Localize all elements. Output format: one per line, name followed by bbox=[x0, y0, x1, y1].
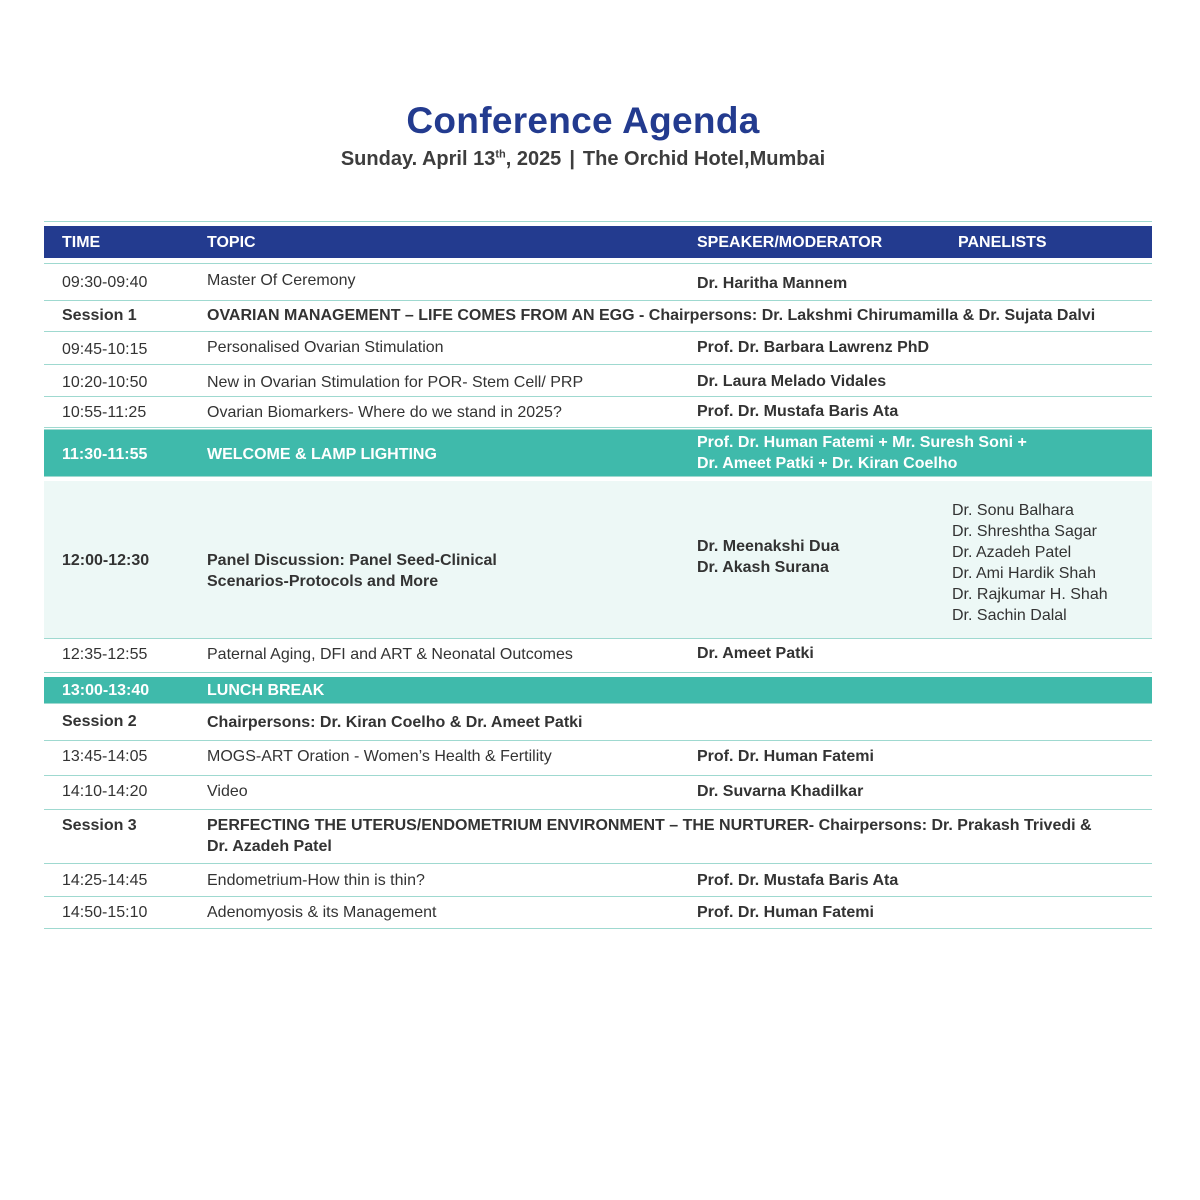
row-speaker: Dr. Laura Melado Vidales bbox=[697, 373, 887, 390]
session-label: Session 2 bbox=[62, 713, 137, 730]
row-time: 10:55-11:25 bbox=[62, 404, 147, 421]
row-time: 09:30-09:40 bbox=[62, 274, 148, 291]
session-row bbox=[44, 705, 1152, 741]
row-topic: Paternal Aging, DFI and ART & Neonatal Outcomes bbox=[207, 646, 573, 663]
event-venue: The Orchid Hotel,Mumbai bbox=[582, 148, 826, 170]
row-speaker: Prof. Dr. Mustafa Baris Ata bbox=[697, 403, 899, 420]
row-time: 14:10-14:20 bbox=[62, 783, 148, 800]
row-speaker: Prof. Dr. Human Fatemi bbox=[697, 904, 874, 921]
topic-line: PERFECTING THE UTERUS/ENDOMETRIUM ENVIRONMENT – THE NURTURER- Chairpersons: Dr. Prakash Trivedi & bbox=[207, 817, 1092, 834]
row-topic: LUNCH BREAK bbox=[207, 682, 325, 699]
speaker-line: Dr. Ameet Patki + Dr. Kiran Coelho bbox=[697, 455, 958, 472]
table-row bbox=[44, 864, 1152, 897]
row-topic bbox=[207, 550, 497, 592]
session-title: Chairpersons: Dr. Kiran Coelho & Dr. Ameet Patki bbox=[207, 714, 583, 731]
table-row bbox=[44, 776, 1152, 810]
column-header-speaker: SPEAKER/MODERATOR bbox=[697, 234, 883, 251]
table-row bbox=[44, 741, 1152, 776]
row-speaker: Prof. Dr. Human Fatemi bbox=[697, 748, 874, 765]
table-row bbox=[44, 639, 1152, 673]
row-topic: Ovarian Biomarkers- Where do we stand in 2025? bbox=[207, 404, 562, 421]
table-row bbox=[44, 264, 1152, 301]
row-speaker: Prof. Dr. Mustafa Baris Ata bbox=[697, 872, 899, 889]
panelist: Dr. Ami Hardik Shah bbox=[952, 565, 1097, 582]
agenda-table bbox=[44, 221, 1152, 929]
table-row bbox=[44, 397, 1152, 428]
table-header bbox=[44, 226, 1152, 258]
panelist: Dr. Rajkumar H. Shah bbox=[952, 586, 1108, 603]
row-time: 13:45-14:05 bbox=[62, 748, 148, 765]
row-speaker: Dr. Suvarna Khadilkar bbox=[697, 783, 864, 800]
row-speaker: Dr. Haritha Mannem bbox=[697, 275, 848, 292]
row-speaker: Dr. Ameet Patki bbox=[697, 645, 814, 662]
panelist: Dr. Sonu Balhara bbox=[952, 502, 1074, 519]
column-header-topic: TOPIC bbox=[207, 234, 256, 251]
topic-line: Panel Discussion: Panel Seed-Clinical bbox=[207, 552, 497, 569]
panelist: Dr. Azadeh Patel bbox=[952, 544, 1072, 561]
row-speakers bbox=[697, 432, 1027, 474]
table-row bbox=[44, 897, 1152, 929]
row-speaker: Prof. Dr. Barbara Lawrenz PhD bbox=[697, 339, 930, 356]
panelist: Dr. Shreshtha Sagar bbox=[952, 523, 1097, 540]
panelist: Dr. Sachin Dalal bbox=[952, 607, 1067, 624]
column-header-time: TIME bbox=[62, 234, 101, 251]
session-title: OVARIAN MANAGEMENT – LIFE COMES FROM AN EGG - Chairpersons: Dr. Lakshmi Chirumamilla & Dr. Sujata Dalvi bbox=[207, 307, 1096, 324]
row-speakers bbox=[697, 536, 839, 578]
row-topic: Personalised Ovarian Stimulation bbox=[207, 339, 444, 356]
highlight-row-lunch bbox=[44, 677, 1152, 704]
page-title: Conference Agenda bbox=[406, 100, 760, 141]
row-topic: MOGS-ART Oration - Women’s Health & Fertility bbox=[207, 748, 552, 765]
table-row bbox=[44, 332, 1152, 365]
speaker-line: Dr. Meenakshi Dua bbox=[697, 538, 840, 555]
session-title bbox=[207, 815, 1092, 857]
panelists-list bbox=[952, 500, 1108, 626]
separator: | bbox=[569, 148, 575, 170]
row-topic: Endometrium-How thin is thin? bbox=[207, 872, 425, 889]
table-row bbox=[44, 365, 1152, 397]
session-row bbox=[44, 810, 1152, 864]
column-header-panelists: PANELISTS bbox=[958, 234, 1047, 251]
row-time: 09:45-10:15 bbox=[62, 341, 148, 358]
event-date-venue bbox=[0, 148, 1166, 171]
topic-line: Scenarios-Protocols and More bbox=[207, 573, 439, 590]
event-date: Sunday. April 13th, 2025 bbox=[340, 148, 562, 170]
topic-line: Dr. Azadeh Patel bbox=[207, 838, 332, 855]
row-time: 13:00-13:40 bbox=[62, 682, 150, 699]
row-time: 14:25-14:45 bbox=[62, 872, 148, 889]
speaker-line: Prof. Dr. Human Fatemi + Mr. Suresh Soni + bbox=[697, 434, 1027, 451]
row-topic: Master Of Ceremony bbox=[207, 272, 356, 289]
row-topic: WELCOME & LAMP LIGHTING bbox=[207, 446, 437, 463]
panel-discussion-row bbox=[44, 481, 1152, 639]
speaker-line: Dr. Akash Surana bbox=[697, 559, 829, 576]
row-time: 12:00-12:30 bbox=[62, 552, 150, 569]
session-label: Session 3 bbox=[62, 817, 137, 834]
row-time: 11:30-11:55 bbox=[62, 446, 148, 463]
session-row bbox=[44, 301, 1152, 332]
row-time: 12:35-12:55 bbox=[62, 646, 148, 663]
highlight-row-welcome bbox=[44, 430, 1152, 477]
row-topic: Video bbox=[207, 783, 248, 800]
row-topic: New in Ovarian Stimulation for POR- Stem Cell/ PRP bbox=[207, 374, 584, 391]
row-time: 14:50-15:10 bbox=[62, 904, 148, 921]
session-label: Session 1 bbox=[62, 307, 137, 324]
row-topic: Adenomyosis & its Management bbox=[207, 904, 437, 921]
row-time: 10:20-10:50 bbox=[62, 374, 148, 391]
